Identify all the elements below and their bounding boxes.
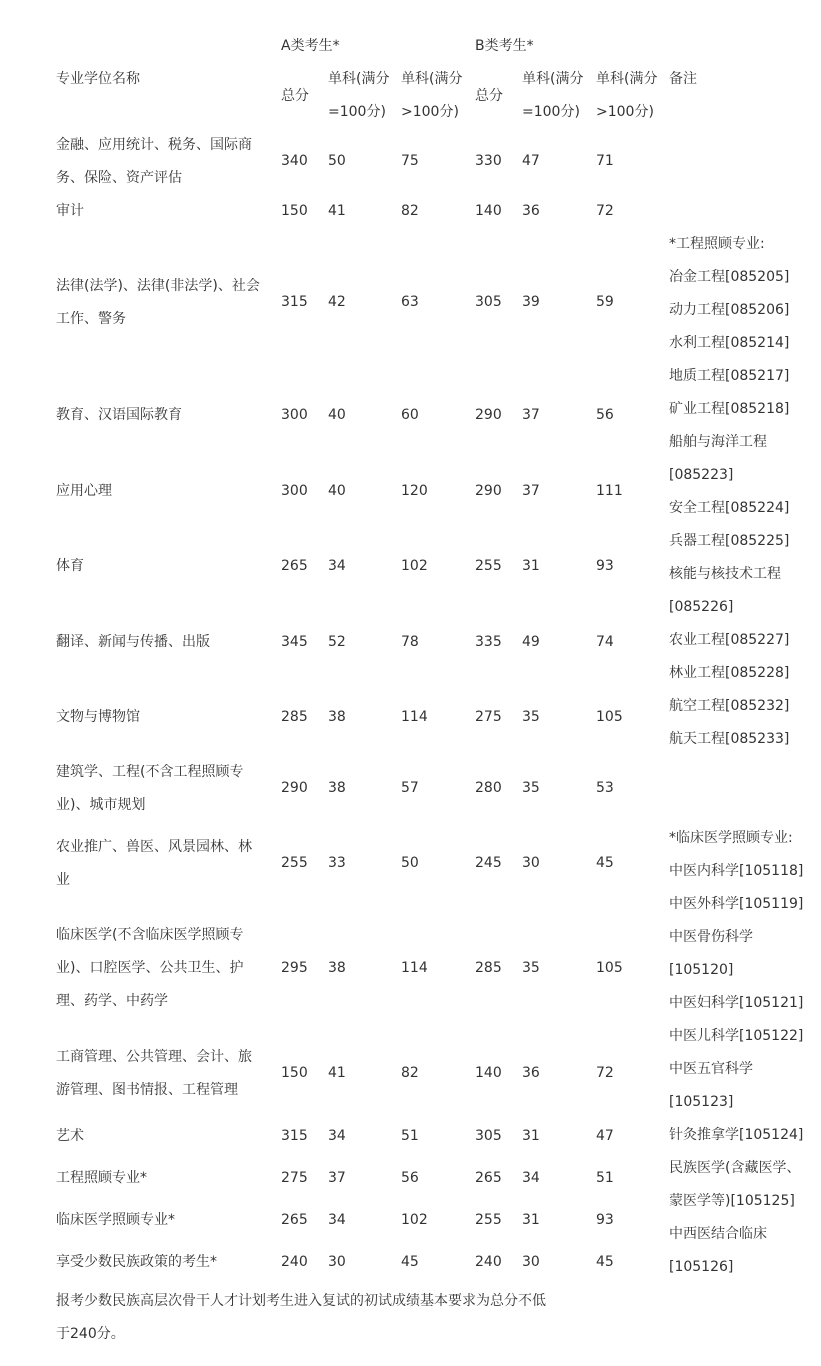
row-b-single100: 39 bbox=[522, 294, 540, 310]
row-a-single100: 33 bbox=[328, 855, 346, 871]
engineering-note-line: 地质工程[085217] bbox=[669, 368, 790, 384]
row-b-single100: 31 bbox=[522, 558, 540, 574]
row-b-singlegt100: 111 bbox=[596, 483, 623, 499]
row-b-singlegt100: 47 bbox=[596, 1128, 614, 1144]
row-a-total: 275 bbox=[281, 1170, 308, 1186]
row-b-total: 305 bbox=[475, 1128, 502, 1144]
row-major-name: 工程照顾专业* bbox=[56, 1170, 147, 1186]
row-b-single100: 36 bbox=[522, 1065, 540, 1081]
row-b-single100: 35 bbox=[522, 960, 540, 976]
row-b-total: 255 bbox=[475, 558, 502, 574]
row-a-singlegt100: 50 bbox=[401, 855, 419, 871]
row-b-single100: 30 bbox=[522, 855, 540, 871]
row-a-singlegt100: 56 bbox=[401, 1170, 419, 1186]
row-major-name: 文物与博物馆 bbox=[56, 709, 140, 725]
row-a-singlegt100: 45 bbox=[401, 1254, 419, 1270]
clinical-note-line: 蒙医学等)[105125] bbox=[669, 1193, 795, 1209]
row-a-total: 295 bbox=[281, 960, 308, 976]
row-major-name: 业)、口腔医学、公共卫生、护 bbox=[56, 960, 244, 976]
row-a-singlegt100: 63 bbox=[401, 294, 419, 310]
header-a-total: 总分 bbox=[281, 88, 309, 104]
row-major-name: 艺术 bbox=[56, 1128, 84, 1144]
row-a-single100: 52 bbox=[328, 634, 346, 650]
row-a-single100: 34 bbox=[328, 1128, 346, 1144]
header-b-single100-2: =100分) bbox=[522, 104, 580, 120]
row-a-total: 315 bbox=[281, 294, 308, 310]
row-b-singlegt100: 74 bbox=[596, 634, 614, 650]
engineering-note-line: 航天工程[085233] bbox=[669, 731, 790, 747]
row-a-singlegt100: 82 bbox=[401, 203, 419, 219]
clinical-note-line: 中医儿科学[105122] bbox=[669, 1028, 804, 1044]
row-b-total: 265 bbox=[475, 1170, 502, 1186]
row-b-single100: 49 bbox=[522, 634, 540, 650]
clinical-note-line: [105126] bbox=[669, 1259, 734, 1275]
clinical-note-line: 中西医结合临床 bbox=[669, 1226, 767, 1242]
row-a-singlegt100: 82 bbox=[401, 1065, 419, 1081]
row-b-singlegt100: 72 bbox=[596, 1065, 614, 1081]
row-b-total: 290 bbox=[475, 483, 502, 499]
row-major-name: 体育 bbox=[56, 558, 84, 574]
header-a-single100-1: 单科(满分 bbox=[328, 71, 390, 87]
row-b-singlegt100: 45 bbox=[596, 855, 614, 871]
row-b-single100: 36 bbox=[522, 203, 540, 219]
engineering-note-line: 农业工程[085227] bbox=[669, 632, 790, 648]
header-a-singlegt100-2: >100分) bbox=[401, 104, 459, 120]
engineering-note-line: 船舶与海洋工程 bbox=[669, 434, 767, 450]
row-b-singlegt100: 53 bbox=[596, 780, 614, 796]
header-remark: 备注 bbox=[669, 71, 697, 87]
engineering-note-line: 兵器工程[085225] bbox=[669, 533, 790, 549]
row-a-singlegt100: 102 bbox=[401, 558, 428, 574]
clinical-note-line: *临床医学照顾专业: bbox=[669, 830, 793, 846]
clinical-note-line: 中医妇科学[105121] bbox=[669, 995, 804, 1011]
row-a-total: 315 bbox=[281, 1128, 308, 1144]
row-major-name: 临床医学照顾专业* bbox=[56, 1212, 175, 1228]
row-b-total: 140 bbox=[475, 203, 502, 219]
row-b-total: 280 bbox=[475, 780, 502, 796]
row-a-total: 290 bbox=[281, 780, 308, 796]
clinical-note-line: 针灸推拿学[105124] bbox=[669, 1127, 804, 1143]
header-a-group: A类考生* bbox=[281, 38, 340, 54]
row-a-total: 300 bbox=[281, 407, 308, 423]
header-major-name: 专业学位名称 bbox=[56, 71, 140, 87]
row-a-singlegt100: 51 bbox=[401, 1128, 419, 1144]
row-b-singlegt100: 59 bbox=[596, 294, 614, 310]
row-major-name: 翻译、新闻与传播、出版 bbox=[56, 634, 210, 650]
row-b-total: 245 bbox=[475, 855, 502, 871]
row-major-name: 游管理、图书情报、工程管理 bbox=[56, 1081, 238, 1098]
row-a-total: 345 bbox=[281, 634, 308, 650]
row-b-single100: 37 bbox=[522, 407, 540, 423]
engineering-note-line: 冶金工程[085205] bbox=[669, 269, 790, 285]
header-b-singlegt100-2: >100分) bbox=[596, 104, 654, 120]
row-b-total: 140 bbox=[475, 1065, 502, 1081]
header-a-single100-2: =100分) bbox=[328, 104, 386, 120]
row-a-single100: 41 bbox=[328, 203, 346, 219]
engineering-note-line: 核能与核技术工程 bbox=[669, 566, 781, 582]
row-a-singlegt100: 120 bbox=[401, 483, 428, 499]
row-a-singlegt100: 57 bbox=[401, 780, 419, 796]
row-b-singlegt100: 105 bbox=[596, 709, 623, 725]
row-b-total: 305 bbox=[475, 294, 502, 310]
row-b-total: 335 bbox=[475, 634, 502, 650]
engineering-note-line: 林业工程[085228] bbox=[669, 665, 790, 681]
row-b-single100: 35 bbox=[522, 780, 540, 796]
engineering-note-line: 安全工程[085224] bbox=[669, 500, 790, 516]
row-b-singlegt100: 72 bbox=[596, 203, 614, 219]
clinical-note-line: 民族医学(含藏医学、 bbox=[669, 1160, 801, 1176]
header-b-total: 总分 bbox=[475, 88, 503, 104]
row-b-single100: 47 bbox=[522, 153, 540, 169]
row-major-name: 享受少数民族政策的考生* bbox=[56, 1254, 217, 1270]
row-major-name: 金融、应用统计、税务、国际商 bbox=[56, 136, 252, 153]
row-a-single100: 38 bbox=[328, 709, 346, 725]
row-b-total: 290 bbox=[475, 407, 502, 423]
engineering-note-line: 航空工程[085232] bbox=[669, 698, 790, 714]
footer-line-2: 于240分。 bbox=[56, 1326, 125, 1342]
row-a-total: 255 bbox=[281, 855, 308, 871]
row-major-name: 理、药学、中药学 bbox=[56, 993, 168, 1009]
header-a-singlegt100-1: 单科(满分 bbox=[401, 71, 463, 87]
header-b-single100-1: 单科(满分 bbox=[522, 71, 584, 87]
row-major-name: 审计 bbox=[56, 203, 84, 219]
clinical-note-line: [105120] bbox=[669, 962, 734, 978]
row-b-singlegt100: 93 bbox=[596, 1212, 614, 1228]
engineering-note-line: 水利工程[085214] bbox=[669, 335, 790, 351]
row-major-name: 业)、城市规划 bbox=[56, 796, 146, 813]
engineering-note-line: *工程照顾专业: bbox=[669, 236, 765, 252]
row-a-single100: 34 bbox=[328, 1212, 346, 1228]
row-b-singlegt100: 56 bbox=[596, 407, 614, 423]
clinical-note-line: 中医五官科学 bbox=[669, 1061, 753, 1077]
row-major-name: 业 bbox=[56, 871, 70, 888]
row-major-name: 工作、警务 bbox=[56, 310, 126, 327]
row-a-singlegt100: 114 bbox=[401, 709, 428, 725]
row-b-total: 330 bbox=[475, 153, 502, 169]
row-b-singlegt100: 51 bbox=[596, 1170, 614, 1186]
row-a-total: 265 bbox=[281, 1212, 308, 1228]
row-a-singlegt100: 75 bbox=[401, 153, 419, 169]
row-b-singlegt100: 71 bbox=[596, 153, 614, 169]
row-a-singlegt100: 78 bbox=[401, 634, 419, 650]
row-a-single100: 42 bbox=[328, 294, 346, 310]
row-major-name: 工商管理、公共管理、会计、旅 bbox=[56, 1048, 252, 1065]
clinical-note-line: 中医内科学[105118] bbox=[669, 863, 804, 879]
row-a-single100: 50 bbox=[328, 153, 346, 169]
engineering-note-line: 矿业工程[085218] bbox=[669, 401, 790, 417]
row-a-single100: 34 bbox=[328, 558, 346, 574]
engineering-note-line: [085226] bbox=[669, 599, 734, 615]
row-a-single100: 30 bbox=[328, 1254, 346, 1270]
header-b-group: B类考生* bbox=[475, 38, 534, 54]
footer-line-1: 报考少数民族高层次骨干人才计划考生进入复试的初试成绩基本要求为总分不低 bbox=[56, 1293, 546, 1309]
row-major-name: 务、保险、资产评估 bbox=[56, 169, 182, 186]
row-a-single100: 40 bbox=[328, 483, 346, 499]
row-a-single100: 37 bbox=[328, 1170, 346, 1186]
row-a-singlegt100: 102 bbox=[401, 1212, 428, 1228]
row-major-name: 临床医学(不含临床医学照顾专 bbox=[56, 927, 244, 943]
row-b-total: 240 bbox=[475, 1254, 502, 1270]
row-a-total: 285 bbox=[281, 709, 308, 725]
row-b-total: 275 bbox=[475, 709, 502, 725]
row-a-total: 265 bbox=[281, 558, 308, 574]
row-b-single100: 31 bbox=[522, 1128, 540, 1144]
row-a-single100: 38 bbox=[328, 780, 346, 796]
engineering-note-line: 动力工程[085206] bbox=[669, 302, 790, 318]
row-major-name: 农业推广、兽医、风景园林、林 bbox=[56, 838, 252, 855]
row-major-name: 教育、汉语国际教育 bbox=[56, 407, 182, 423]
row-major-name: 建筑学、工程(不含工程照顾专 bbox=[56, 763, 244, 780]
row-b-single100: 31 bbox=[522, 1212, 540, 1228]
row-b-single100: 30 bbox=[522, 1254, 540, 1270]
clinical-note-line: [105123] bbox=[669, 1094, 734, 1110]
clinical-note-line: 中医外科学[105119] bbox=[669, 896, 804, 912]
row-a-single100: 40 bbox=[328, 407, 346, 423]
row-a-single100: 41 bbox=[328, 1065, 346, 1081]
engineering-note-line: [085223] bbox=[669, 467, 734, 483]
row-b-total: 285 bbox=[475, 960, 502, 976]
row-b-single100: 35 bbox=[522, 709, 540, 725]
row-b-single100: 37 bbox=[522, 483, 540, 499]
row-a-total: 150 bbox=[281, 1065, 308, 1081]
row-a-total: 340 bbox=[281, 153, 308, 169]
row-a-single100: 38 bbox=[328, 960, 346, 976]
row-b-total: 255 bbox=[475, 1212, 502, 1228]
row-b-singlegt100: 45 bbox=[596, 1254, 614, 1270]
row-a-total: 300 bbox=[281, 483, 308, 499]
row-b-single100: 34 bbox=[522, 1170, 540, 1186]
header-b-singlegt100-1: 单科(满分 bbox=[596, 71, 658, 87]
row-major-name: 法律(法学)、法律(非法学)、社会 bbox=[56, 277, 260, 294]
row-a-singlegt100: 60 bbox=[401, 407, 419, 423]
row-b-singlegt100: 105 bbox=[596, 960, 623, 976]
row-a-total: 240 bbox=[281, 1254, 308, 1270]
row-a-singlegt100: 114 bbox=[401, 960, 428, 976]
row-a-total: 150 bbox=[281, 203, 308, 219]
clinical-note-line: 中医骨伤科学 bbox=[669, 929, 753, 945]
row-major-name: 应用心理 bbox=[56, 483, 112, 499]
row-b-singlegt100: 93 bbox=[596, 558, 614, 574]
